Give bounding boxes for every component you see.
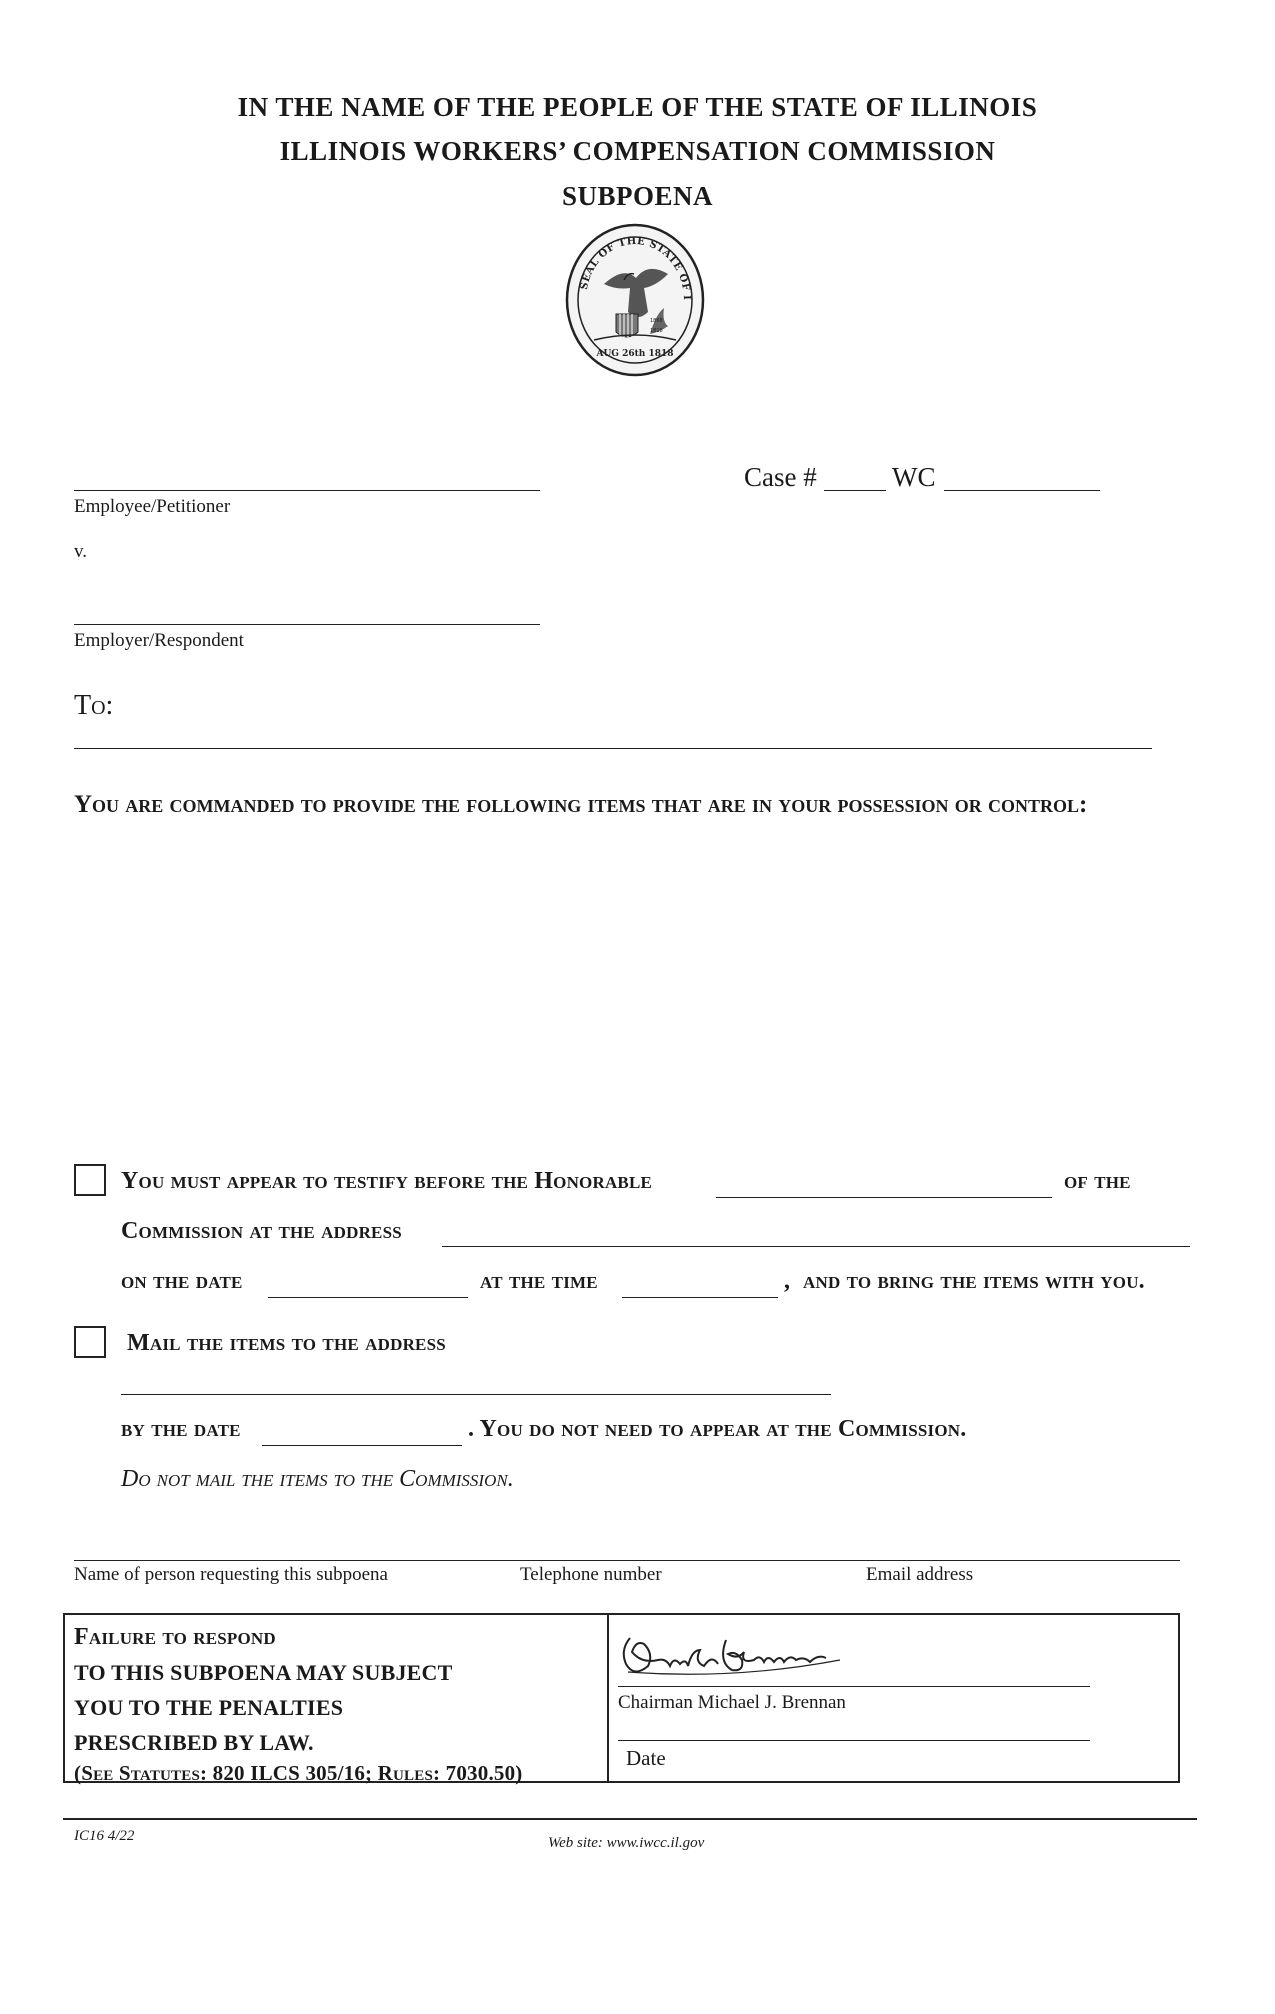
case-number-label: Case # xyxy=(744,462,817,492)
penalty-line-3: YOU TO THE PENALTIES xyxy=(74,1695,344,1720)
honorable-field[interactable] xyxy=(716,1197,1052,1198)
at-time-text: at the time xyxy=(480,1268,598,1294)
chairman-label: Chairman Michael J. Brennan xyxy=(618,1692,846,1713)
date-signed-field[interactable] xyxy=(618,1740,1090,1741)
appear-time-field[interactable] xyxy=(622,1297,778,1298)
requester-name-label: Name of person requesting this subpoena xyxy=(74,1564,388,1585)
bring-items-text: and to bring the items with you. xyxy=(803,1268,1145,1294)
penalty-line-1: Failure to respond xyxy=(74,1624,276,1650)
to-label: To: xyxy=(74,690,114,721)
mail-checkbox[interactable] xyxy=(74,1326,106,1358)
header-line-2: ILLINOIS WORKERS’ COMPENSATION COMMISSION xyxy=(279,136,996,166)
mail-date-field[interactable] xyxy=(262,1445,462,1446)
seal-year-2: 1818 xyxy=(650,328,663,334)
penalty-line-4: PRESCRIBED BY LAW. xyxy=(74,1730,314,1755)
case-number-field[interactable] xyxy=(944,490,1100,491)
employer-label: Employer/Respondent xyxy=(74,630,244,651)
wc-label: WC xyxy=(892,462,936,492)
employee-name-field[interactable] xyxy=(74,490,540,491)
no-appear-text: . You do not need to appear at the Commission. xyxy=(468,1416,967,1442)
do-not-mail-text: Do not mail the items to the Commission. xyxy=(121,1466,514,1492)
seal-ring-text: SEAL OF THE STATE OF I xyxy=(578,235,693,301)
versus-label: v. xyxy=(74,541,88,562)
requester-phone-label: Telephone number xyxy=(520,1564,662,1585)
commission-address-text: Commission at the address xyxy=(121,1218,402,1244)
command-text: You are commanded to provide the following items that are in your possession or control: xyxy=(74,791,1088,818)
footer-rule xyxy=(63,1818,1197,1820)
header-line-1: IN THE NAME OF THE PEOPLE OF THE STATE OF ILLINOIS xyxy=(237,92,1038,122)
employer-name-field[interactable] xyxy=(74,624,540,625)
penalty-line-2: TO THIS SUBPOENA MAY SUBJECT xyxy=(74,1660,453,1685)
appear-checkbox[interactable] xyxy=(74,1164,106,1196)
by-date-text: by the date xyxy=(121,1416,241,1442)
date-label: Date xyxy=(626,1746,666,1770)
signature-line xyxy=(618,1686,1090,1687)
appear-date-field[interactable] xyxy=(268,1297,468,1298)
chairman-signature xyxy=(614,1620,884,1684)
commission-address-field[interactable] xyxy=(442,1246,1190,1247)
comma: , xyxy=(784,1268,791,1294)
form-id: IC16 4/22 xyxy=(74,1828,135,1844)
seal-year-1: 1868 xyxy=(650,318,663,324)
form-title: SUBPOENA xyxy=(561,181,714,211)
box-divider xyxy=(607,1615,609,1781)
of-the-text: of the xyxy=(1064,1168,1131,1194)
requester-info-field[interactable] xyxy=(74,1560,1180,1561)
mail-text: Mail the items to the address xyxy=(127,1330,446,1356)
state-seal-icon xyxy=(564,222,706,378)
appear-text: You must appear to testify before the Honorable xyxy=(121,1168,653,1194)
penalty-notice xyxy=(74,1620,523,1786)
to-field[interactable] xyxy=(74,748,1152,749)
penalty-line-5: (See Statutes: 820 ILCS 305/16; Rules: 7030.50) xyxy=(74,1761,523,1785)
website-link[interactable]: Web site: www.iwcc.il.gov xyxy=(548,1835,705,1851)
items-area[interactable] xyxy=(74,840,1152,1120)
employee-label: Employee/Petitioner xyxy=(74,496,231,517)
seal-date-text: AUG 26th 1818 xyxy=(596,349,674,359)
on-date-text: on the date xyxy=(121,1268,243,1294)
case-year-field[interactable] xyxy=(824,490,886,491)
requester-email-label: Email address xyxy=(866,1564,974,1585)
mail-address-field[interactable] xyxy=(121,1394,831,1395)
